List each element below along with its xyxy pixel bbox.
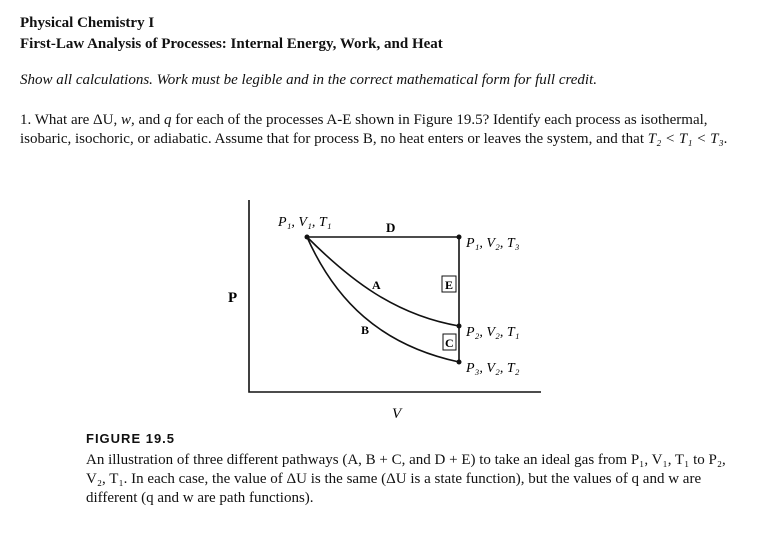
state-label-2: P₁, V₂, T₃ [466, 236, 520, 251]
state-label-3: P₂, V₂, T₁ [466, 325, 520, 340]
temperature-condition: T₂ < T₁ < T₃ [647, 131, 724, 147]
state-point-3 [457, 324, 462, 329]
instructions: Show all calculations. Work must be legible and in the correct mathematical form for full credit. [20, 72, 598, 88]
state-point-4 [457, 360, 462, 365]
state-point-1 [305, 235, 310, 240]
delta-u: ΔU [93, 112, 114, 128]
figure-caption-text: An illustration of three different pathways (A, B + C, and D + E) to take an ideal gas from P₁, V₁, T₁ to P₂, V₂, T₁. In each case, the value of ΔU is the same (ΔU is a state function), but the values of q and w are different (q and w are path functions). [86, 452, 726, 506]
figure-caption-label: FIGURE 19.5 [86, 431, 176, 446]
question-number: 1. [20, 112, 32, 128]
w-symbol: w [121, 112, 132, 128]
label-path-c: C [445, 336, 454, 350]
path-a [307, 237, 459, 326]
path-b [307, 237, 459, 362]
question-text-b: for each of the processes A-E shown in Figure 19.5? Identify each process as isothermal, isobaric, isochoric, or adiabatic. Assume that for process B, no heat enters or leaves the system, and that [20, 112, 708, 147]
state-point-2 [457, 235, 462, 240]
axis-label-p: P [228, 290, 238, 306]
label-path-b: B [361, 323, 370, 337]
state-label-4: P₃, V₂, T₂ [466, 361, 520, 376]
label-path-a: A [372, 278, 381, 292]
label-path-e: E [445, 278, 454, 292]
axis-label-v: V [392, 406, 402, 422]
state-label-1: P₁, V₁, T₁ [278, 215, 332, 230]
q-symbol: q [163, 112, 172, 128]
question-text-a: What are [34, 112, 94, 128]
label-path-d: D [386, 220, 396, 235]
course-title: Physical Chemistry I [20, 15, 155, 31]
question-1: 1. What are ΔU, w, and q for each of the processes A-E shown in Figure 19.5? Identify each process as isothermal, isobaric, isochoric, or adiabatic. Assume that for process B, no heat enters or leaves the system, and that T₂ < T₁ < T₃. [20, 112, 728, 147]
assignment-title: First-Law Analysis of Processes: Internal Energy, Work, and Heat [20, 36, 443, 52]
